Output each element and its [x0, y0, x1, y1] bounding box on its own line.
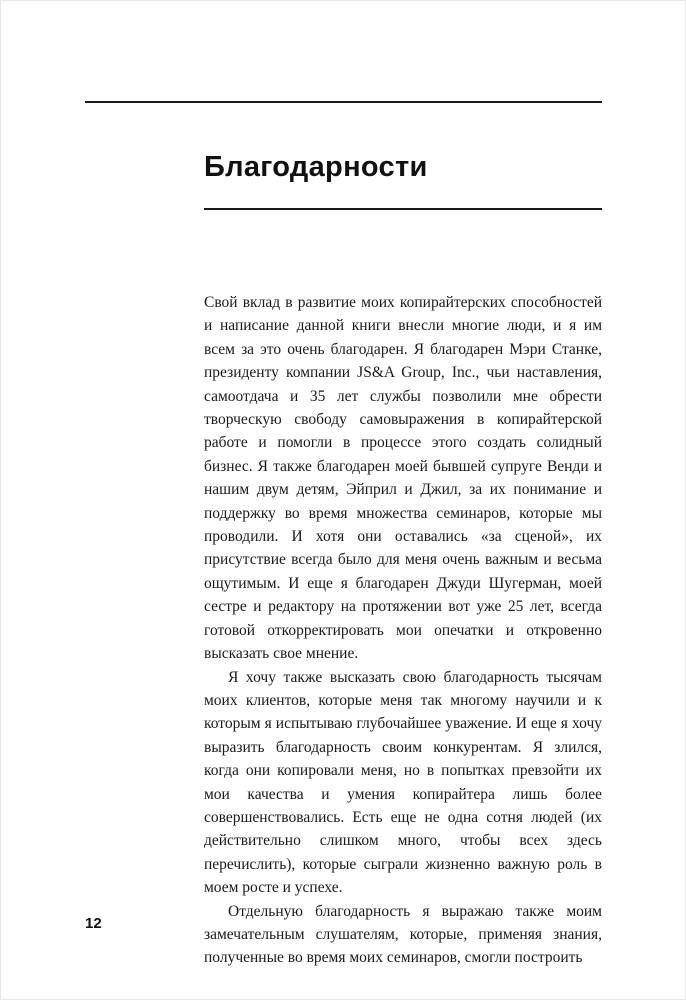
body-text [204, 291, 602, 970]
title-divider-rule [204, 208, 602, 210]
chapter-title: Благодарности [204, 151, 428, 183]
paragraph: Я хочу также высказать свою благодарность тысячам моих клиентов, которые меня так многому научили и к которым я испытываю глубочайшее уважение. И еще я хочу выразить благодарность своим конкурентам. Я злился, когда они копировали меня, но в попытках превзойти их мои качества и умения копирайтера лишь более совершенствовались. Есть еще не одна сотня людей (их действительно слишком много, чтобы всех здесь перечислить), которые сыграли жизненно важную роль в моем росте и успехе. [204, 668, 602, 897]
paragraph: Свой вклад в развитие моих копирайтерских способностей и написание данной книги внесли многие люди, и я им всем за это очень благодарен. Я благодарен Мэри Станке, президенту компании JS&A Group, Inc., чьи наставления, самоотдача и 35 лет службы позволили мне обрести творческую свободу самовыражения в копирайтерской работе и помогли в процессе этого создать солидный бизнес. Я также благодарен моей бывшей супруге Венди и нашим двум детям, Эйприл и Джил, за их понимание и поддержку во время множества семинаров, которые мы проводили. И хотя они оставались «за сценой», их присутствие всегда было для меня очень важным и весьма ощутимым. И еще я благодарен Джуди Шугерман, моей сестре и редактору на протяжении вот уже 25 лет, всегда готовой откорректировать мои опечатки и откровенно высказать свое мнение. [204, 294, 602, 663]
top-divider-rule [85, 101, 602, 103]
paragraph: Отдельную благодарность я выражаю также моим замечательным слушателям, которые, применяя знания, полученные во время моих семинаров, смогли построить [204, 902, 602, 967]
page-number: 12 [85, 915, 102, 932]
